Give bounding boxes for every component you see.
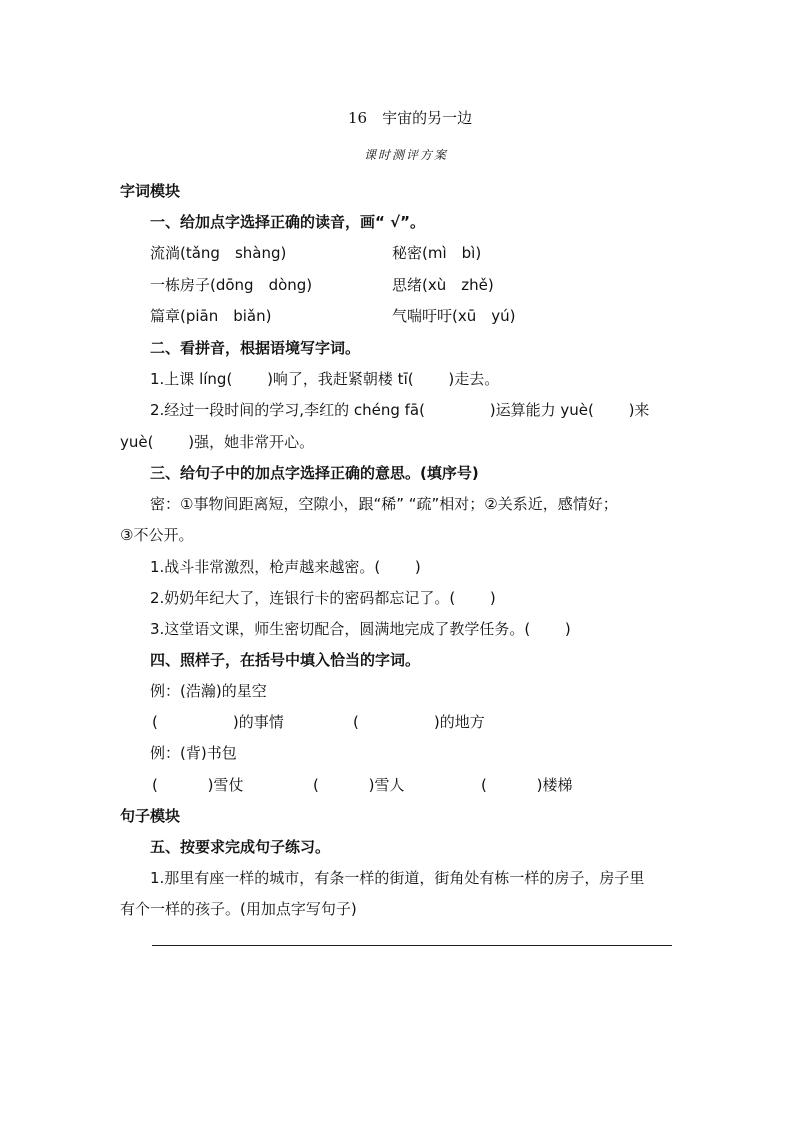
question-3-prompt: 三、给句子中的加点字选择正确的意思。(填序号) (150, 464, 479, 482)
q3-item-2: 2.奶奶年纪大了，连银行卡的密码都忘记了。( ) (150, 589, 496, 607)
q1-option-left-2: 一栋房子(dōng dòng) (150, 276, 313, 294)
section-heading-sentences: 句子模块 (120, 807, 181, 825)
q4-example-1: 例：(浩瀚)的星空 (150, 682, 267, 700)
q2-item-2-line-2: yuè( )强，她非常开心。 (120, 433, 315, 451)
q1-option-right-1: 秘密(mì bì) (392, 244, 482, 262)
answer-line[interactable] (152, 945, 672, 946)
page-title: 16 宇宙的另一边 (348, 109, 473, 127)
q5-item-1-line-2: 有个一样的孩子。(用加点字写句子) (120, 900, 357, 918)
q1-option-right-3: 气喘吁吁(xū yú) (392, 307, 516, 325)
q3-item-3: 3.这堂语文课，师生密切配合，圆满地完成了教学任务。( ) (150, 620, 571, 638)
q1-option-right-2: 思绪(xù zhě) (392, 276, 494, 294)
question-2-prompt: 二、看拼音，根据语境写字词。 (150, 339, 361, 357)
question-5-prompt: 五、按要求完成句子练习。 (150, 838, 331, 856)
question-4-prompt: 四、照样子，在括号中填入恰当的字词。 (150, 651, 421, 669)
q3-definition-line-2: ③不公开。 (120, 526, 194, 544)
q4-blank-row1-b: ( )的地方 (353, 713, 485, 731)
q5-item-1-line-1: 1.那里有座一样的城市，有条一样的街道，街角处有栋一样的房子，房子里 (150, 869, 645, 887)
question-1-prompt: 一、给加点字选择正确的读音，画“ √”。 (150, 213, 425, 231)
q2-item-1: 1.上课 líng( )响了，我赶紧朝楼 tī( )走去。 (150, 370, 500, 388)
q3-item-1: 1.战斗非常激烈，枪声越来越密。( ) (150, 558, 421, 576)
q4-blank-row2-c: ( )楼梯 (481, 776, 573, 794)
page-subtitle: 课时测评方案 (364, 148, 449, 162)
q3-definition-line-1: 密：①事物间距离短，空隙小，跟“稀” “疏”相对；②关系近，感情好； (150, 495, 618, 513)
q2-item-2-line-1: 2.经过一段时间的学习,李红的 chéng fā( )运算能力 yuè( )来 (150, 401, 650, 419)
q4-example-2: 例：(背)书包 (150, 744, 237, 762)
section-heading-words: 字词模块 (120, 182, 181, 200)
q4-blank-row1-a: ( )的事情 (152, 713, 284, 731)
q4-blank-row2-a: ( )雪仗 (152, 776, 244, 794)
q4-blank-row2-b: ( )雪人 (313, 776, 405, 794)
q1-option-left-1: 流淌(tǎng shàng) (150, 244, 287, 262)
q1-option-left-3: 篇章(piān biǎn) (150, 307, 272, 325)
